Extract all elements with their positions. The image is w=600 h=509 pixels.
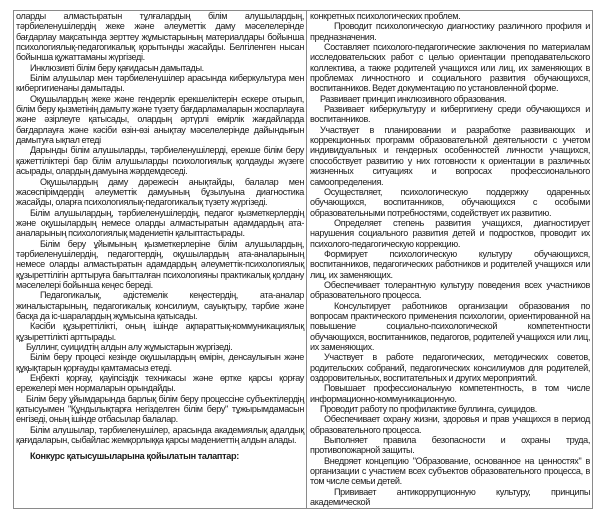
paragraph: Повышает профессиональную компетентность, в том числе информационно-коммуникационную. xyxy=(310,383,590,404)
paragraph: Буллинг, суицидтің алдын алу жұмыстарын жүргізеді. xyxy=(26,342,233,352)
paragraph: Оқушылардың жеке және гендерлік ерекшеліктерін ескере отырып, білім беру қызметінің дамыту және түзету бағдарламаларын жоспарлауға және әзірлеуге қатысады, олардың әртүрлі өмірлік жағдайларда бағдарлауға және кәсіби өзін-өзі анықтау мәселелерінде дайындығын дамытуға ықпал етеді xyxy=(16,93,304,146)
paragraph: Внедряет концепцию "Образование, основанное на ценностях" в организации с участием всех субъектов образовательного процесса, в том числе семьи детей. xyxy=(310,455,590,487)
paragraph: Формирует психологическую культуру обучающихся, воспитанников, педагогических работников и родителей учащихся или лиц, их заменяющих. xyxy=(310,248,590,280)
paragraph: Прививает антикоррупционную культуру, принципы академической xyxy=(310,486,590,508)
paragraph: Дарынды білім алушыларды, тәрбиеленушілерді, ерекше білім беру қажеттіліктері бар білім алушыларды психологиялық қолдауды жүзеге асырады, олардың дамуына жәрдемдеседі. xyxy=(16,145,304,177)
document-table xyxy=(13,10,593,509)
paragraph: Обеспечивает охрану жизни, здоровья и прав учащихся в период образовательного процесса. xyxy=(310,414,590,435)
paragraph: Білім алушылардың, тәрбиеленушілердің, педагог қызметкерлердің және оқушылардың немесе оларды алмастыратын адамдардың ата-аналарының психологиялық мәдениетін қалыптастырады. xyxy=(16,207,304,239)
paragraph: Выполняет правила безопасности и охраны труда, противопожарной защиты. xyxy=(310,435,590,456)
paragraph: Развивает принцип инклюзивного образования. xyxy=(320,93,507,104)
paragraph: Кәсіби құзыреттілікті, оның ішінде ақпараттық-коммуникациялық құзыреттілікті арттырады. xyxy=(16,321,304,342)
paragraph: Обеспечивает толерантную культуру поведения всех участников образовательного процесса. xyxy=(310,279,590,301)
paragraph: оларды алмастыратын тұлғалардың білім алушылардың, тәрбиеленушілердің жеке және әлеуметтік даму мәселелерінде бағдарлау мақсатында зерттеу жұмыстарының материалдары бойынша психологиялық-педагогикалық қорытынды жасайды. Белгіленген нысан бойынша құжаттаманы жүргізеді. xyxy=(16,11,304,63)
paragraph: Составляет психолого-педагогические заключения по материалам исследовательских работ с целью ориентации преподавательского коллектива, а также родителей учащихся или лиц, их заменяющих в проблемах личностного и социального развития обучающихся, воспитанников. Ведет документацию по установленной форме. xyxy=(310,42,590,94)
paragraph: Развивает киберкультуру и кибергигиену среди обучающихся и воспитанников. xyxy=(310,104,590,125)
paragraph: Инклюзивті білім беру қағидасын дамытады. xyxy=(30,62,204,73)
requirements-heading: Конкурс қатысушыларына қойылатын талаптар: xyxy=(30,451,240,462)
paragraph: Білім алушылар мен тәрбиеленушілер арасында киберкультура мен кибергигиенаны дамытады. xyxy=(16,73,304,94)
paragraph: Еңбекті қорғау, қауіпсіздік техникасы және өртке қарсы қорғау ережелері мен нормаларын орындайды. xyxy=(16,373,304,394)
paragraph: Участвует в работе педагогических, методических советов, родительских собраний, педагогических консилиумов для родителей, оздоровительных, воспитательных и других мероприятий. xyxy=(310,352,590,384)
paragraph: Білім беру ұйымының қызметкерлеріне білім алушылардың, тәрбиеленушілердің, педагогтердің, оқушылардың ата-аналарының немесе оларды алмастыратын адамдардың әлеуметтік-психологиялық құзыреттілігін арттыруға бағытталған психологияны практикалық қолдану мәселелері бойынша кеңес береді. xyxy=(16,238,304,290)
paragraph: Білім беру ұйымдарында барлық білім беру процессіне субъектілердің қатысуымен "Құндылықтарға негізделген білім беру" тұжырымдамасын енгізеді, оның ішінде отбасылар балалар. xyxy=(16,393,304,425)
paragraph: Участвует в планировании и разработке развивающих и коррекционных программ образовательной деятельности с учетом индивидуальных и гендерных особенностей личности учащихся, способствует развитию у них готовности к ориентации в различных жизненных ситуациях и вопросах профессионального самоопределения. xyxy=(310,124,590,187)
paragraph: Определяет степень развития учащихся, диагностирует нарушения социального развития детей и подростков, проводит их психолого-педагогическую коррекцию. xyxy=(310,217,590,249)
left-paragraphs xyxy=(16,11,304,445)
paragraph: конкретных психологических проблем. xyxy=(310,11,461,21)
paragraph: Осуществляет, психологическую поддержку одаренных обучающихся, воспитанников, обучающихся с особыми образовательными потребностями, содействует их развитию. xyxy=(310,186,590,218)
paragraph: Білім алушылар, тәрбиеленушілер, арасында академиялық адалдық қағидаларын, сыбайлас жемқорлыққа қарсы мәдениеттің алдын алады. xyxy=(16,424,304,446)
left-column-kazakh xyxy=(14,11,307,508)
paragraph: Оқушылардың даму дәрежесін анықтайды, балалар мен жасөспірімдердің әлеуметтік дамуының бұзылуына диагностика жасайды, оларға психологиялық-педагогикалық түзету жүргізеді. xyxy=(16,176,304,208)
right-paragraphs xyxy=(310,11,590,508)
paragraph: Проводит работу по профилактике буллинга, суицидов. xyxy=(320,404,537,415)
right-column-russian xyxy=(307,11,592,508)
paragraph: Білім беру процесі кезінде оқушылардың өмірін, денсаулығын және құқықтарын қорғауды қамтамасыз етеді. xyxy=(16,352,304,373)
paragraph: Педагогикалық, әдістемелік кеңестердің, ата-аналар жиналыстарының, педагогикалық консилиум, сауықтыру, тәрбие және басқа да іс-шаралардың жұмысына қатысады. xyxy=(16,290,304,321)
paragraph: Проводит психологическую диагностику различного профиля и предназначения. xyxy=(310,21,590,42)
paragraph: Консультирует работников организации образования по вопросам практического применения психологии, ориентированной на повышение социально-психологической компетентности обучающихся, воспитанников, педагогов, родителей учащихся или лиц, их заменяющих. xyxy=(310,300,590,352)
